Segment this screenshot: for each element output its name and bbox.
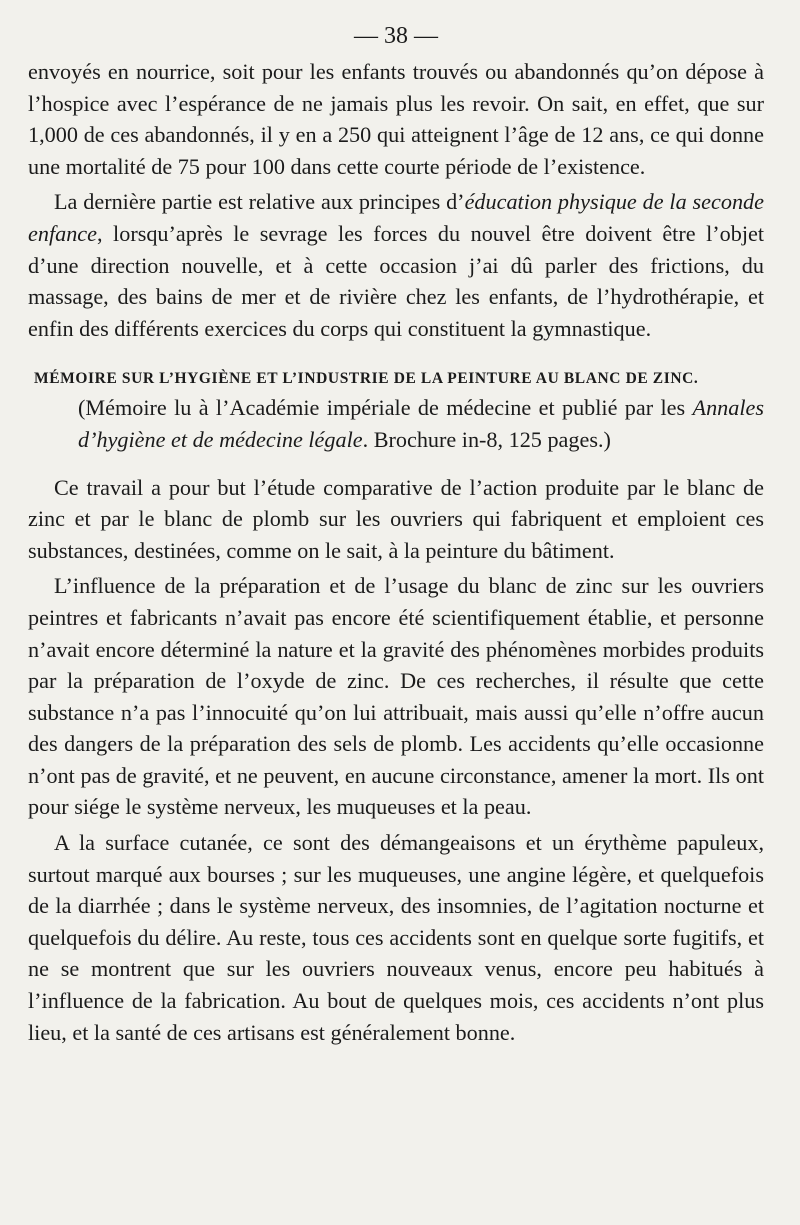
subtitle-lead: (Mémoire lu à l’Académie impériale de médecine et publié par les bbox=[78, 395, 686, 421]
paragraph-italic-title: éducation physique de la seconde enfance bbox=[28, 189, 764, 246]
paragraph-rest: , lorsqu’après le sevrage les forces du nouvel être doivent être l’objet d’une direction nouvelle, et à cette occasion j’ai dû parler des frictions, du massage, des bains de mer et de rivière chez les enfants, de l’hydrothérapie, et enfin des différents exercices du corps qui constituent la gymnastique. bbox=[28, 220, 764, 341]
subtitle-journal: Annales d’hygiène et de médecine légale bbox=[78, 395, 764, 452]
section-heading: MÉMOIRE SUR L’HYGIÈNE ET L’INDUSTRIE DE LA PEINTURE AU BLANC DE ZINC. bbox=[34, 370, 699, 388]
paragraph-abandoned-children: envoyés en nourrice, soit pour les enfants trouvés ou abandonnés qu’on dépose à l’hospice avec l’espérance de ne jamais plus les revoir. On sait, en effet, que sur 1,000 de ces abandonnés, il y en a 250 qui atteignent l’âge de 12 ans, ce qui donne une mortalité de 75 pour 100 dans cette courte période de l’existence. bbox=[28, 59, 764, 179]
paragraph-zinc-influence: L’influence de la préparation et de l’usage du blanc de zinc sur les ouvriers peintres et fabricants n’avait pas encore été scientifiquement établie, et personne n’avait encore déterminé la nature et la gravité des phénomènes morbides produits par la préparation de l’oxyde de zinc. De ces recherches, il résulte que cette substance n’a pas l’innocuité qu’on lui attribuait, mais aussi qu’elle n’offre aucun des dangers de la préparation des sels de plomb. Les accidents qu’elle occasionne n’ont pas de gravité, et ne peuvent, en aucune circonstance, amener la mort. Ils ont pour siége le système nerveux, les muqueuses et la peau. bbox=[28, 573, 764, 820]
paragraph-symptoms: A la surface cutanée, ce sont des démangeaisons et un érythème papuleux, surtout marqué aux bourses ; sur les muqueuses, une angine légère, et quelquefois de la diarrhée ; dans le système nerveux, des insomnies, de l’agitation nocturne et quelquefois du délire. Au reste, tous ces accidents sont en quelque sorte fugitifs, et ne se montrent que sur les ouvriers nouveaux venus, encore peu habitués à l’influence de la fabrication. Au bout de quelques mois, ces accidents n’ont plus lieu, et la santé de ces artisans est généralement bonne. bbox=[28, 830, 764, 1045]
paragraph-lead: La dernière partie est relative aux principes d’ bbox=[54, 189, 465, 215]
page-number: — 38 — bbox=[354, 23, 438, 49]
paragraph-physical-education bbox=[28, 186, 764, 344]
section-subtitle bbox=[28, 392, 764, 455]
subtitle-rest: . Brochure in-8, 125 pages.) bbox=[362, 426, 611, 452]
paragraph-study-purpose: Ce travail a pour but l’étude comparative de l’action produite par le blanc de zinc et par le blanc de plomb sur les ouvriers qui fabriquent et emploient ces substances, destinées, comme on le sait, à la peinture du bâtiment. bbox=[28, 474, 764, 563]
